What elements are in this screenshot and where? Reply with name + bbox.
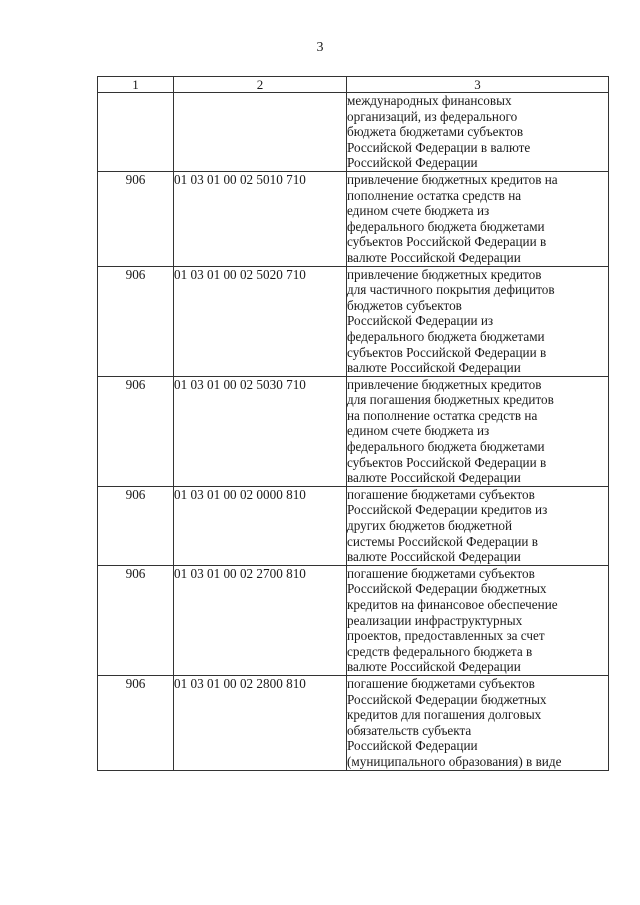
description-line: реализации инфраструктурных xyxy=(347,612,523,628)
administrator-code-cell: 906 xyxy=(98,675,174,770)
description-line: Российской Федерации в валюте xyxy=(347,139,531,155)
description-line: Российской Федерации xyxy=(347,738,478,754)
description-line: других бюджетов бюджетной xyxy=(347,518,513,534)
source-description-cell xyxy=(347,675,609,770)
budget-classification-code-cell: 01 03 01 00 02 5010 710 xyxy=(174,171,347,266)
administrator-code-cell: 906 xyxy=(98,486,174,565)
administrator-code-cell: 906 xyxy=(98,171,174,266)
source-description-cell xyxy=(347,565,609,675)
table-row xyxy=(98,376,609,486)
source-description-cell xyxy=(347,376,609,486)
source-description-cell xyxy=(347,93,609,172)
description-line: международных финансовых xyxy=(347,93,512,108)
description-line: на пополнение остатка средств на xyxy=(347,407,538,423)
administrator-code-cell: 906 xyxy=(98,565,174,675)
description-line: системы Российской Федерации в xyxy=(347,533,538,549)
administrator-code-cell xyxy=(98,93,174,172)
table-body xyxy=(98,93,609,771)
description-line: привлечение бюджетных кредитов xyxy=(347,376,542,392)
description-line: валюте Российской Федерации xyxy=(347,360,521,376)
description-line: валюте Российской Федерации xyxy=(347,549,521,565)
table-row xyxy=(98,675,609,770)
description-line: едином счете бюджета из xyxy=(347,203,490,219)
administrator-code-cell: 906 xyxy=(98,376,174,486)
description-line: привлечение бюджетных кредитов xyxy=(347,266,542,282)
description-line: погашение бюджетами субъектов xyxy=(347,675,535,691)
source-description-cell xyxy=(347,486,609,565)
description-line: кредитов на финансовое обеспечение xyxy=(347,597,558,612)
column-header-1: 1 xyxy=(98,77,174,93)
description-line: Российской Федерации xyxy=(347,155,478,171)
budget-code-table xyxy=(97,76,609,771)
description-line: для погашения бюджетных кредитов xyxy=(347,392,554,408)
description-line: (муниципального образования) в виде xyxy=(347,753,562,769)
description-line: субъектов Российской Федерации в xyxy=(347,234,547,250)
description-line: Российской Федерации бюджетных xyxy=(347,691,547,707)
description-line: валюте Российской Федерации xyxy=(347,249,521,265)
description-line: валюте Российской Федерации xyxy=(347,659,521,675)
description-line: для частичного покрытия дефицитов xyxy=(347,282,555,298)
description-line: проектов, предоставленных за счет xyxy=(347,628,545,644)
table-row xyxy=(98,266,609,376)
column-header-3: 3 xyxy=(347,77,609,93)
table-row xyxy=(98,486,609,565)
description-line: бюджета бюджетами субъектов xyxy=(347,124,524,140)
description-line: федерального бюджета бюджетами xyxy=(347,218,545,234)
table-row xyxy=(98,565,609,675)
description-line: погашение бюджетами субъектов xyxy=(347,565,535,581)
description-line: едином счете бюджета из xyxy=(347,423,490,439)
description-line: Российской Федерации кредитов из xyxy=(347,502,548,518)
budget-classification-code-cell: 01 03 01 00 02 2700 810 xyxy=(174,565,347,675)
budget-classification-code-cell: 01 03 01 00 02 5020 710 xyxy=(174,266,347,376)
description-line: субъектов Российской Федерации в xyxy=(347,344,547,360)
description-line: валюте Российской Федерации xyxy=(347,470,521,486)
description-line: Российской Федерации из xyxy=(347,313,494,329)
description-line: кредитов для погашения долговых xyxy=(347,707,542,723)
description-line: организаций, из федерального xyxy=(347,108,518,124)
table-header-row xyxy=(98,77,609,93)
description-line: субъектов Российской Федерации в xyxy=(347,454,547,470)
description-line: обязательств субъекта xyxy=(347,722,472,738)
description-line: погашение бюджетами субъектов xyxy=(347,486,535,502)
description-line: Российской Федерации бюджетных xyxy=(347,581,547,597)
source-description-cell xyxy=(347,171,609,266)
description-line: федерального бюджета бюджетами xyxy=(347,328,545,344)
description-line: привлечение бюджетных кредитов на xyxy=(347,171,558,187)
description-line: федерального бюджета бюджетами xyxy=(347,439,545,455)
table-row xyxy=(98,93,609,172)
budget-classification-code-cell: 01 03 01 00 02 5030 710 xyxy=(174,376,347,486)
description-line: пополнение остатка средств на xyxy=(347,187,522,203)
column-header-2: 2 xyxy=(174,77,347,93)
source-description-cell xyxy=(347,266,609,376)
description-line: бюджетов субъектов xyxy=(347,297,462,313)
table-row xyxy=(98,171,609,266)
administrator-code-cell: 906 xyxy=(98,266,174,376)
budget-classification-code-cell: 01 03 01 00 02 2800 810 xyxy=(174,675,347,770)
budget-classification-code-cell: 01 03 01 00 02 0000 810 xyxy=(174,486,347,565)
page-number: 3 xyxy=(316,40,324,55)
description-line: средств федерального бюджета в xyxy=(347,643,533,659)
budget-classification-code-cell xyxy=(174,93,347,172)
